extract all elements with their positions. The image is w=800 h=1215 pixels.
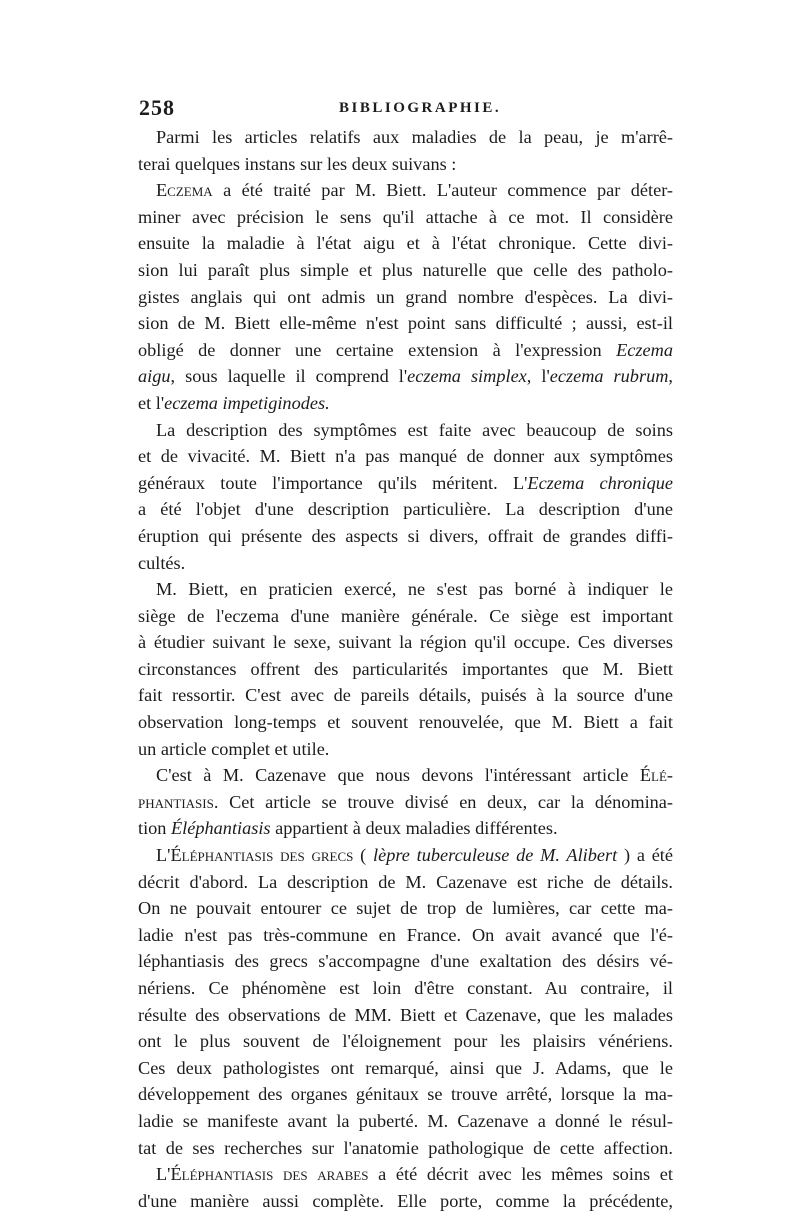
text-run: . Cet article se trouve divisé en deux, car la dénomina- xyxy=(213,791,673,812)
text-line: gistes anglais qui ont admis un grand nombre d'espèces. La divi- xyxy=(138,286,673,307)
italic-term: eczema rubrum xyxy=(549,366,669,387)
italic-term: Éléphantiasis xyxy=(171,818,271,839)
text-line: tat de ses recherches sur l'anatomie pathologique de cette affection. xyxy=(138,1137,673,1158)
italic-term: aigu xyxy=(138,366,171,387)
text-line xyxy=(138,390,673,417)
text-line: sion de M. Biett elle-même n'est point sans difficulté ; aussi, est-il xyxy=(138,313,673,334)
term-elephantiasis-arabes: L'Éléphantiasis des arabes xyxy=(156,1164,369,1185)
term-elephantiasis: phantiasis xyxy=(138,791,214,812)
page-number: 258 xyxy=(139,95,175,120)
text-line: fait ressortir. C'est avec de pareils détails, puisés à la source d'une xyxy=(138,685,673,706)
text-line: ont le plus souvent de l'éloignement pour les plaisirs vénériens. xyxy=(138,1031,673,1052)
text-run: a été décrit avec les mêmes soins et xyxy=(368,1164,673,1185)
text-line: terai quelques instans sur les deux suivans : xyxy=(138,153,457,174)
text-line: ladie n'est pas très-commune en France. On avait avancé que l'é- xyxy=(138,924,673,945)
text-line: miner avec précision le sens qu'il attache à ce mot. Il considère xyxy=(138,206,673,227)
text-run: , xyxy=(668,366,673,387)
text-line xyxy=(138,363,673,390)
text-line: résulte des observations de MM. Biett et Cazenave, que les malades xyxy=(138,1004,673,1025)
text-line: éruption qui présente des aspects si divers, offrait de grandes diffi- xyxy=(138,525,673,546)
text-run: tion xyxy=(138,818,172,839)
text-run: ) a été xyxy=(617,845,674,866)
text-line: Ces deux pathologistes ont remarqué, ainsi que J. Adams, que le xyxy=(138,1057,673,1078)
text-line: un article complet et utile. xyxy=(138,738,330,759)
text-run: généraux toute l'importance qu'ils méritent. L' xyxy=(138,472,528,493)
italic-term: Eczema chronique xyxy=(527,472,673,493)
text-line: On ne pouvait entourer ce sujet de trop de lumières, car cette ma- xyxy=(138,898,673,919)
text-run: a été traité par M. Biett. L'auteur commence par déter- xyxy=(212,180,673,201)
text-line: M. Biett, en praticien exercé, ne s'est pas borné à indiquer le xyxy=(156,579,673,600)
text-line: à étudier suivant le sexe, suivant la région qu'il occupe. Ces diverses xyxy=(138,632,673,653)
term-eczema: Eczema xyxy=(156,180,213,201)
text-run: appartient à deux maladies différentes. xyxy=(270,818,558,839)
running-head: BIBLIOGRAPHIE. xyxy=(339,100,502,116)
term-elephantiasis-grecs: L'Éléphantiasis des grecs xyxy=(156,845,354,866)
text-line xyxy=(138,337,673,364)
text-line: Parmi les articles relatifs aux maladies de la peau, je m'arrê- xyxy=(156,127,673,147)
text-line xyxy=(138,470,673,497)
italic-term: Eczema xyxy=(616,339,673,360)
text-line: léphantiasis des grecs s'accompagne d'une exaltation des désirs vé- xyxy=(138,951,673,972)
text-line xyxy=(138,177,673,204)
text-line: La description des symptômes est faite avec beaucoup de soins xyxy=(156,419,673,440)
text-run: ( xyxy=(353,845,373,866)
text-line: et de vivacité. M. Biett n'a pas manqué de donner aux symptômes xyxy=(138,446,673,467)
text-line xyxy=(138,815,673,842)
text-run: et l' xyxy=(138,392,165,413)
text-run: obligé de donner une certaine extension à l'expression xyxy=(138,339,617,360)
text-line: cultés. xyxy=(138,552,186,573)
italic-term: eczema impetiginodes. xyxy=(164,392,330,413)
text-line: siège de l'eczema d'une manière générale. Ce siège est important xyxy=(138,605,673,626)
italic-term: eczema simplex xyxy=(407,366,527,387)
text-line: ladie se manifeste avant la puberté. M. Cazenave a donné le résul- xyxy=(138,1110,673,1131)
text-line: observation long-temps et souvent renouvelée, que M. Biett a fait xyxy=(138,712,673,733)
text-line: ensuite la maladie à l'état aigu et à l'état chronique. Cette divi- xyxy=(138,233,673,254)
text-line: décrit d'abord. La description de M. Cazenave est riche de détails. xyxy=(138,871,673,892)
text-line: sion lui paraît plus simple et plus naturelle que celle des patholo- xyxy=(138,259,673,280)
text-line xyxy=(138,1161,673,1188)
text-line xyxy=(138,789,673,816)
text-run: , l' xyxy=(526,366,550,387)
term-elephantiasis: Élé- xyxy=(639,765,673,786)
text-line: d'une manière aussi complète. Elle porte, comme la précédente, xyxy=(138,1190,673,1211)
text-line xyxy=(138,842,673,869)
text-run: , sous laquelle il comprend l' xyxy=(170,366,408,387)
text-line: nériens. Ce phénomène est loin d'être constant. Au contraire, il xyxy=(138,978,673,998)
text-line xyxy=(138,762,673,789)
italic-term: lèpre tuberculeuse de M. Alibert xyxy=(373,845,618,866)
body-text xyxy=(138,124,673,1214)
text-run: C'est à M. Cazenave que nous devons l'intéressant article xyxy=(156,765,640,786)
text-line: développement des organes génitaux se trouve arrêté, lorsque la ma- xyxy=(138,1084,673,1105)
text-line: a été l'objet d'une description particulière. La description d'une xyxy=(138,499,673,520)
text-line: circonstances offrent des particularités importantes que M. Biett xyxy=(138,658,673,679)
